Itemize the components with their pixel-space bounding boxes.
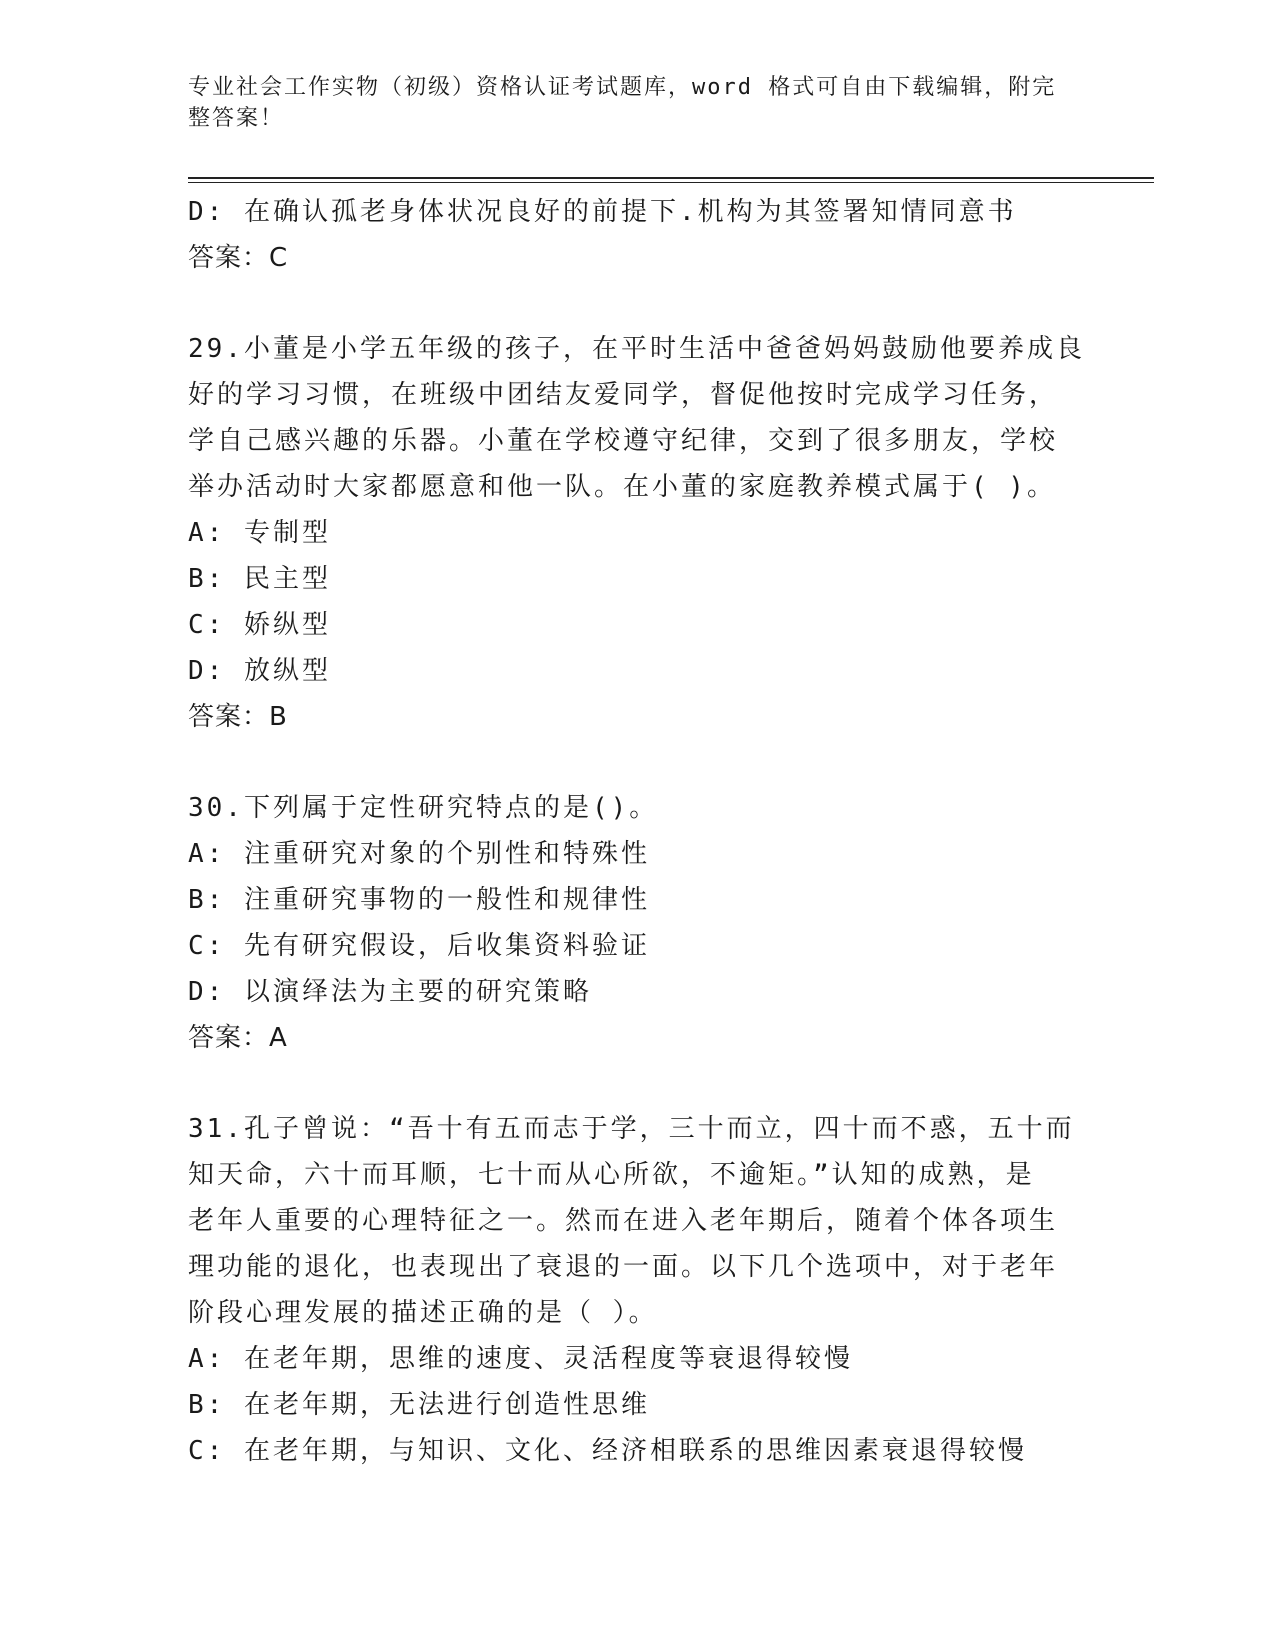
question-29-option-a: A: 专制型 (188, 518, 331, 548)
question-31-stem-line: 知天命，六十而耳顺，七十而从心所欲，不逾矩。”认知的成熟，是 (188, 1160, 1035, 1190)
question-31-stem-line: 老年人重要的心理特征之一。然而在进入老年期后，随着个体各项生 (188, 1206, 1059, 1236)
question-31-stem-line: 阶段心理发展的描述正确的是（ ）。 (188, 1298, 658, 1328)
header-line-1: 专业社会工作实物（初级）资格认证考试题库，word 格式可自由下载编辑，附完 (188, 75, 1057, 100)
question-30-option-d: D: 以演绎法为主要的研究策略 (188, 977, 592, 1007)
prev-question-option-d: D: 在确认孤老身体状况良好的前提下.机构为其签署知情同意书 (188, 197, 1017, 227)
question-29-stem-line: 29.小董是小学五年级的孩子，在平时生活中爸爸妈妈鼓励他要养成良 (188, 334, 1085, 364)
question-29-stem-line: 学自己感兴趣的乐器。小董在学校遵守纪律，交到了很多朋友，学校 (188, 426, 1059, 456)
header-divider-thick (188, 177, 1154, 179)
question-29-stem-line: 举办活动时大家都愿意和他一队。在小董的家庭教养模式属于( )。 (188, 472, 1056, 502)
question-31-option-c: C: 在老年期，与知识、文化、经济相联系的思维因素衰退得较慢 (188, 1436, 1027, 1466)
question-30-option-c: C: 先有研究假设，后收集资料验证 (188, 931, 650, 961)
question-30 (188, 785, 1088, 1061)
spacer (188, 740, 1088, 785)
prev-question-answer: 答案：C (188, 243, 289, 273)
spacer (188, 281, 1088, 326)
question-29-option-c: C: 娇纵型 (188, 610, 331, 640)
question-31-stem-line: 理功能的退化，也表现出了衰退的一面。以下几个选项中，对于老年 (188, 1252, 1059, 1282)
question-29-option-b: B: 民主型 (188, 564, 331, 594)
question-31 (188, 1106, 1088, 1474)
page-header (188, 72, 1068, 134)
spacer (188, 1061, 1088, 1106)
question-31-stem-line: 31.孔子曾说：“吾十有五而志于学，三十而立，四十而不惑，五十而 (188, 1114, 1075, 1144)
question-content (188, 189, 1088, 1474)
question-31-option-b: B: 在老年期，无法进行创造性思维 (188, 1390, 650, 1420)
question-29-stem-line: 好的学习习惯，在班级中团结友爱同学，督促他按时完成学习任务， (188, 380, 1059, 410)
question-30-option-b: B: 注重研究事物的一般性和规律性 (188, 885, 650, 915)
question-29-answer: 答案：B (188, 702, 288, 732)
header-divider-thin (188, 182, 1154, 183)
question-29-option-d: D: 放纵型 (188, 656, 331, 686)
question-30-option-a: A: 注重研究对象的个别性和特殊性 (188, 839, 650, 869)
question-29 (188, 326, 1088, 740)
question-30-answer: 答案：A (188, 1023, 288, 1053)
question-31-option-a: A: 在老年期，思维的速度、灵活程度等衰退得较慢 (188, 1344, 853, 1374)
question-30-stem-line: 30.下列属于定性研究特点的是()。 (188, 793, 659, 823)
header-line-2: 整答案！ (188, 106, 285, 131)
